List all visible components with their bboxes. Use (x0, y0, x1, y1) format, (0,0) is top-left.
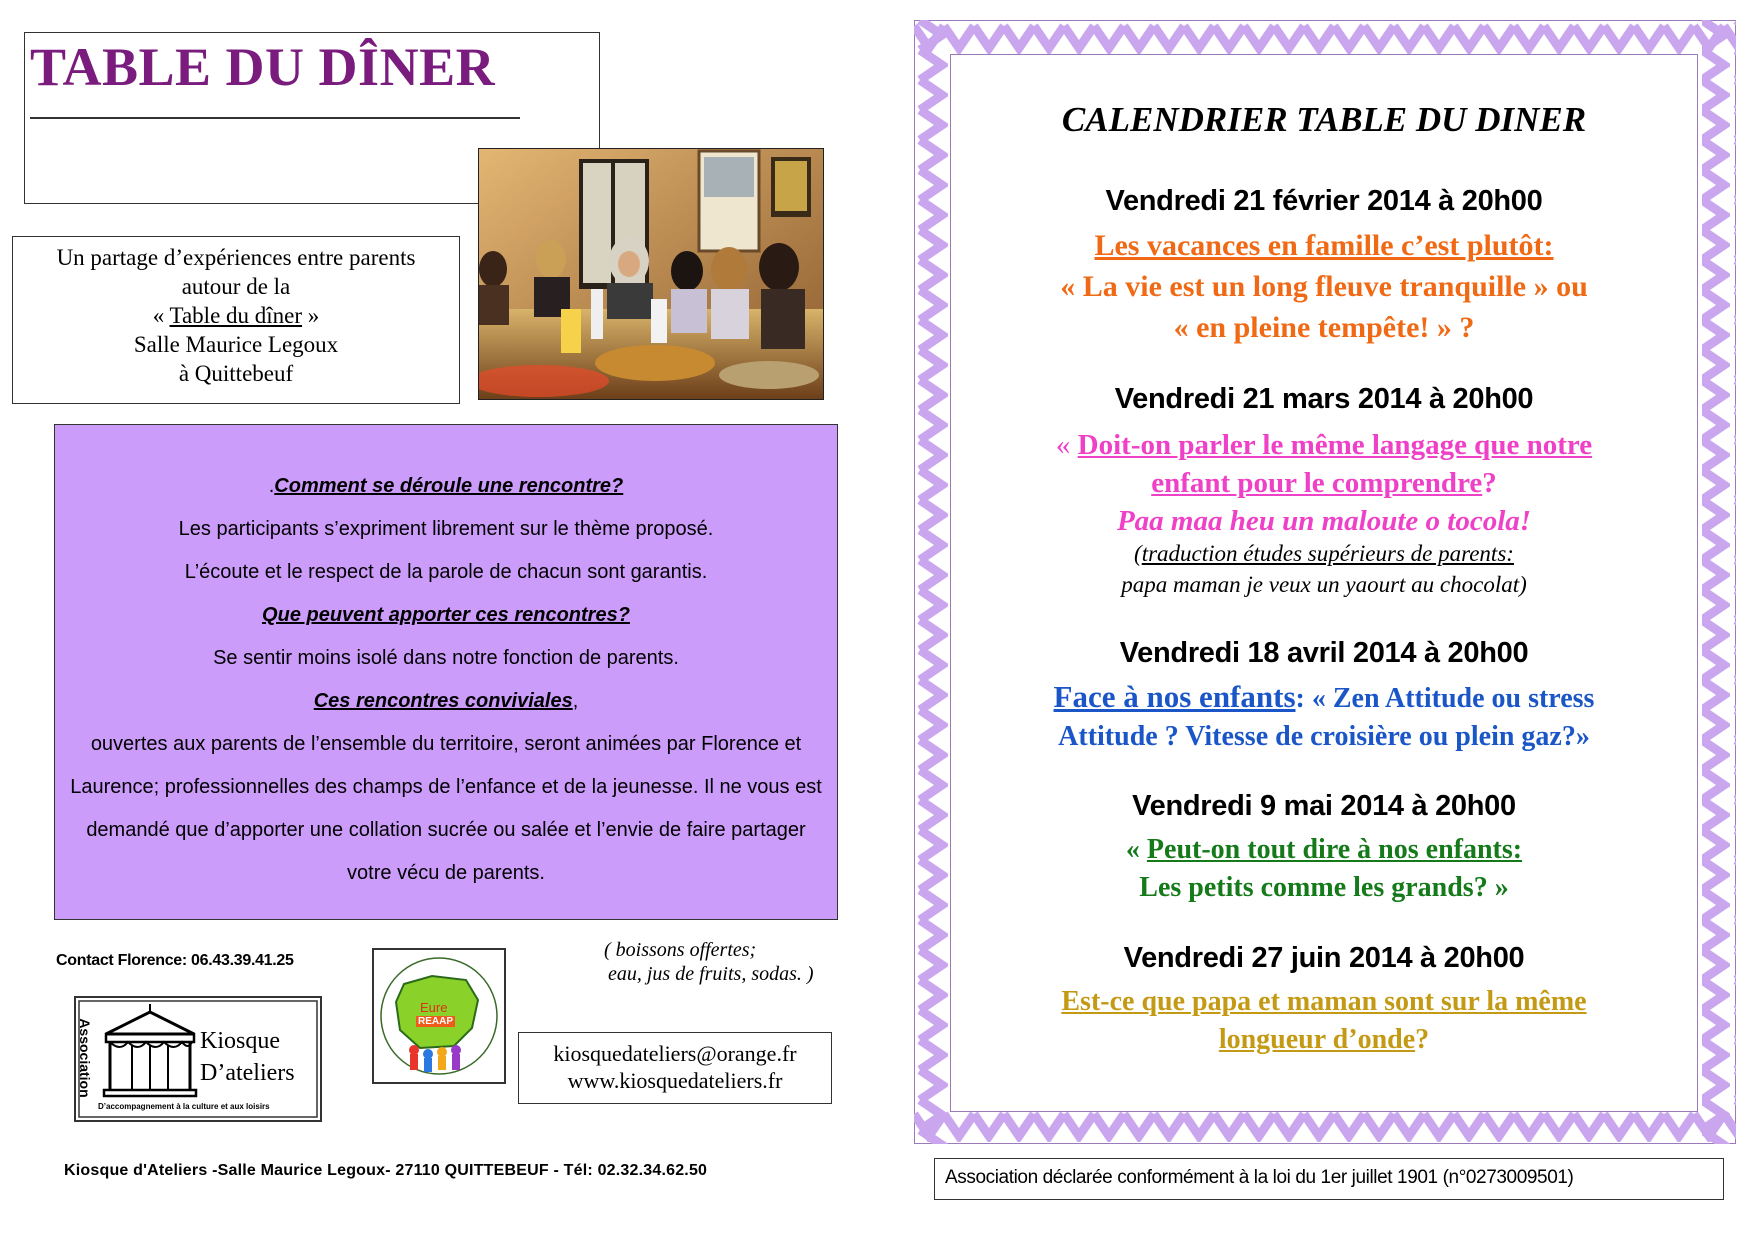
event-2-line-2-text: enfant pour le comprendre (1151, 467, 1483, 499)
intro-box (12, 236, 460, 404)
event-2-line-2-end: ? (1482, 467, 1497, 499)
website-link[interactable]: www.kiosquedateliers.fr (567, 1068, 783, 1093)
drinks-line-2: eau, jus de fruits, sodas. ) (608, 963, 814, 985)
info-question-1-prefix: . (268, 475, 275, 497)
event-4-date: Vendredi 9 mai 2014 à 20h00 (1132, 790, 1516, 822)
event-2-note-line-1-text: traduction études supérieurs de parents: (1141, 541, 1514, 566)
kiosque-name-2: D’ateliers (200, 1060, 295, 1086)
kiosque-logo (74, 996, 322, 1122)
event-2-quote-open: « (1055, 429, 1071, 461)
event-2-note-line-2: papa maman je veux un yaourt au chocolat) (1121, 572, 1527, 597)
info-paragraph-4d: votre vécu de parents. (347, 862, 545, 884)
info-question-2-text: Que peuvent apporter ces rencontres? (262, 604, 630, 626)
event-4-line-1-text: Peut-on tout dire à nos enfants: (1146, 834, 1523, 865)
info-paragraph-4c: demandé que d’apporter une collation sucrée ou salée et l’envie de faire partager (86, 819, 806, 841)
email-link[interactable]: kiosquedateliers@orange.fr (553, 1041, 797, 1066)
event-2-line-1 (950, 426, 1698, 464)
event-2-line-2 (950, 464, 1698, 502)
intro-quote-open: « (152, 303, 165, 328)
info-question-3-suffix: , (572, 690, 579, 712)
event-3-date: Vendredi 18 avril 2014 à 20h00 (1119, 637, 1529, 669)
event-4-quote-open: « (1125, 834, 1140, 865)
event-3-line-1 (950, 678, 1698, 718)
event-2-line-1-text: Doit-on parler le même langage que notre (1077, 429, 1593, 461)
reaap-label: REAAP (418, 1016, 454, 1027)
contact-box (518, 1032, 832, 1104)
event-5-topic (950, 983, 1698, 1059)
info-paragraph-3: Se sentir moins isolé dans notre fonction de parents. (213, 647, 679, 669)
event-2-date: Vendredi 21 mars 2014 à 20h00 (1114, 383, 1534, 415)
event-3-line-2: Attitude ? Vitesse de croisière ou plein gaz?» (1058, 721, 1590, 752)
info-question-1 (55, 465, 837, 508)
intro-line-1: Un partage d’expériences entre parents (56, 245, 416, 270)
info-question-2 (55, 594, 837, 637)
event-4-topic (950, 831, 1698, 907)
kiosque-association-label: Association (77, 1018, 93, 1098)
title-underline (30, 117, 520, 119)
event-3-topic (950, 678, 1698, 756)
legal-notice: Association déclarée conformément à la loi du 1er juillet 1901 (n°0273009501) (934, 1158, 1724, 1200)
event-5-line-2-end: ? (1415, 1024, 1430, 1055)
event-1-line-1: Les vacances en famille c’est plutôt: (1094, 229, 1554, 262)
event-3-line-1-link: Face à nos enfants (1053, 679, 1296, 714)
event-4-line-2: Les petits comme les grands? » (1139, 872, 1509, 903)
event-1-line-2: « La vie est un long fleuve tranquille » ou (1060, 270, 1588, 303)
event-5-line-2-text: longueur d’onde (1218, 1024, 1416, 1055)
event-5-line-2 (950, 1021, 1698, 1059)
info-question-1-text: Comment se déroule une rencontre? (274, 475, 624, 497)
event-1-date: Vendredi 21 février 2014 à 20h00 (1105, 185, 1543, 217)
eure-reaap-logo (372, 948, 506, 1084)
info-question-3-text: Ces rencontres conviviales (313, 690, 573, 712)
info-paragraph-1: Les participants s’expriment librement sur le thème proposé. (178, 518, 714, 540)
intro-line-5: à Quittebeuf (178, 361, 294, 386)
dinner-photo-illustration (479, 149, 824, 400)
event-2-topic (950, 426, 1698, 540)
intro-line-2: autour de la (181, 274, 291, 299)
kiosque-association-label-wrap (74, 1006, 96, 1112)
eure-label: Eure (420, 1000, 448, 1015)
intro-line-4: Salle Maurice Legoux (133, 332, 339, 357)
event-3-line-1-rest: : « Zen Attitude ou stress (1295, 683, 1595, 714)
intro-table-link: Table du dîner (169, 303, 303, 328)
page-title: TABLE DU DÎNER (30, 37, 496, 97)
info-question-3 (55, 680, 837, 723)
info-paragraph-4a: ouvertes aux parents de l’ensemble du territoire, seront animées par Florence et (90, 733, 802, 755)
event-2-note-open: ( (1134, 541, 1142, 566)
event-2-line-3: Paa maa heu un maloute o tocola! (1116, 505, 1532, 537)
intro-line-3 (13, 301, 459, 330)
event-1-line-3: « en pleine tempête! » ? (1173, 311, 1475, 344)
dinner-photo (478, 148, 824, 400)
info-paragraph-2: L’écoute et le respect de la parole de chacun sont garantis. (184, 561, 708, 583)
event-2-note (950, 538, 1698, 600)
drinks-note (604, 938, 834, 986)
event-1-topic (950, 225, 1698, 348)
kiosque-name-1: Kiosque (200, 1028, 280, 1054)
drinks-line-1: ( boissons offertes; (604, 939, 757, 961)
calendar-title: CALENDRIER TABLE DU DINER (1061, 100, 1587, 139)
contact-phone: Contact Florence: 06.43.39.41.25 (56, 952, 294, 969)
kiosque-tagline: D’accompagnement à la culture et aux loisirs (98, 1102, 270, 1111)
event-4-line-1 (950, 831, 1698, 869)
event-5-date: Vendredi 27 juin 2014 à 20h00 (1123, 942, 1525, 974)
intro-quote-close: » (307, 303, 320, 328)
info-paragraph-4b: Laurence; professionnelles des champs de l’enfance et de la jeunesse. Il ne vous est (70, 776, 822, 798)
event-5-line-1: Est-ce que papa et maman sont sur la même (1061, 986, 1587, 1017)
info-box (54, 424, 838, 920)
footer-address: Kiosque d'Ateliers -Salle Maurice Legoux- 27110 QUITTEBEUF - Tél: 02.32.34.62.50 (64, 1162, 708, 1179)
event-2-note-line-1 (950, 538, 1698, 569)
